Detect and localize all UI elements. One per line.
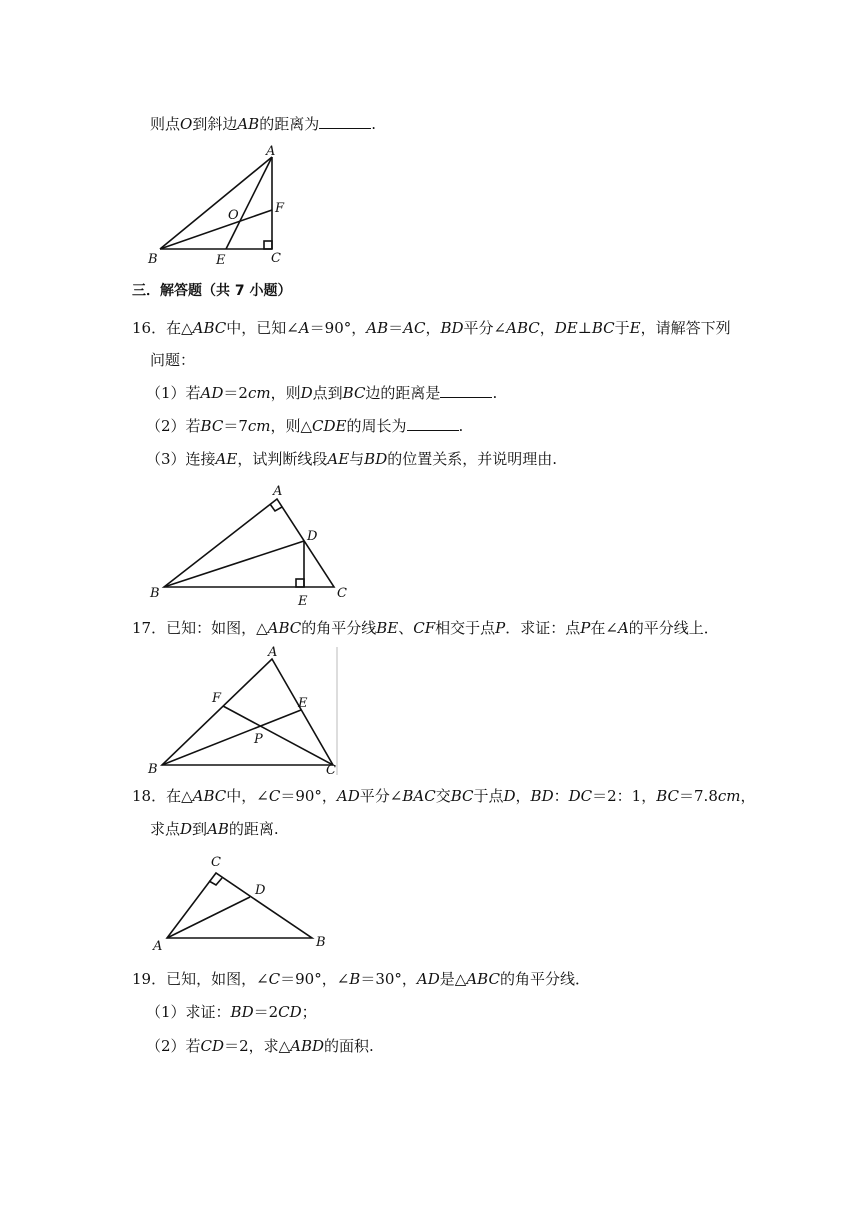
fig3-label-f: F [212, 691, 222, 706]
fig3-label-a: A [268, 645, 278, 660]
fig2-label-a: A [273, 484, 283, 499]
fig4-label-b: B [316, 935, 326, 950]
fig3-label-p: P [254, 732, 263, 747]
fig4-label-d: D [255, 883, 266, 898]
q17-text: 17．已知：如图，△ABC的角平分线BE、CF相交于点P．求证：点P在∠A的平分线上． [132, 619, 719, 637]
q19-part1: （1）求证：BD＝2CD； [146, 1003, 317, 1021]
fig1-label-b: B [148, 252, 158, 267]
q16-line1: 16．在△ABC中，已知∠A＝90°，AB＝AC，BD平分∠ABC，DE⊥BC于E，请解答下列 [132, 319, 731, 337]
fig1-label-o: O [228, 208, 239, 223]
q16-part3: （3）连接AE，试判断线段AE与BD的位置关系，并说明理由. [146, 450, 558, 468]
fig2-label-e: E [298, 594, 308, 609]
fig1-label-e: E [216, 253, 226, 268]
fig4-label-c: C [211, 855, 221, 870]
fig2-label-d: D [307, 529, 318, 544]
fig3-label-c: C [326, 763, 336, 778]
fig3-label-e: E [298, 696, 308, 711]
q18-line2: 求点D到AB的距离. [150, 820, 279, 838]
fig2-label-b: B [150, 586, 160, 601]
fig1-label-a: A [266, 144, 276, 159]
fig3-label-b: B [148, 762, 158, 777]
q16-line2: 问题： [150, 351, 196, 369]
fig4-label-a: A [153, 939, 163, 954]
q18-line1: 18．在△ABC中，∠C＝90°，AD平分∠BAC交BC于点D，BD：DC＝2：1，BC＝7.8cm， [132, 787, 756, 805]
q15-tail: 则点O到斜边AB的距离为 . [150, 115, 376, 133]
fig1-label-c: C [271, 251, 281, 266]
q16-part2: （2）若BC＝7cm，则△CDE的周长为 . [146, 417, 464, 435]
q19-part2: （2）若CD＝2，求△ABD的面积. [146, 1037, 374, 1055]
fig2-label-c: C [337, 586, 347, 601]
q19-line1: 19．已知，如图，∠C＝90°，∠B＝30°，AD是△ABC的角平分线． [132, 970, 590, 988]
fig1-label-f: F [275, 201, 285, 216]
section-title: 三．解答题（共 7 小题） [132, 283, 292, 299]
q16-part1: （1）若AD＝2cm，则D点到BC边的距离是 . [146, 384, 498, 402]
